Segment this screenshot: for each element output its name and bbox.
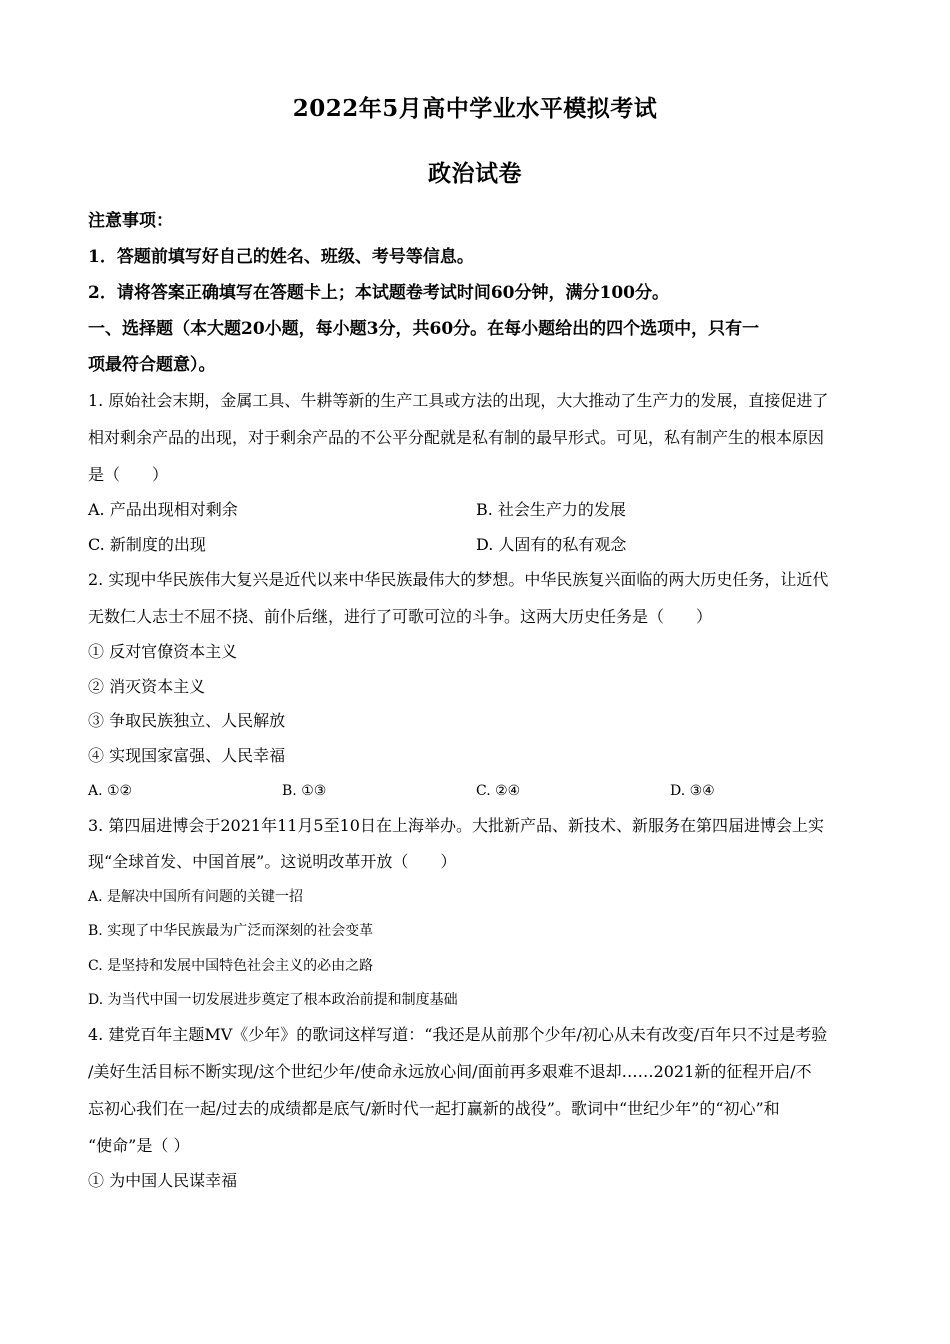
q1-option-d: D. 人固有的私有观念 bbox=[476, 535, 627, 554]
q3-option-b: B. 实现了中华民族最为广泛而深刻的社会变革 bbox=[88, 923, 374, 939]
q2-option-b: B. ①③ bbox=[282, 783, 327, 799]
q2-option-a: A. ①② bbox=[88, 783, 133, 799]
q1-stem-line-2: 相对剩余产品的出现，对于剩余产品的不公平分配就是私有制的最早形式。可见，私有制产生的根本原因 bbox=[88, 428, 825, 447]
q4-stem-line-3: 忘初心我们在一起/过去的成绩都是底气/新时代一起打赢新的战役”。歌词中“世纪少年”的“初心”和 bbox=[88, 1099, 780, 1118]
q3-option-d: D. 为当代中国一切发展进步奠定了根本政治前提和制度基础 bbox=[88, 992, 458, 1008]
q2-item-3: ③ 争取民族独立、人民解放 bbox=[88, 711, 286, 730]
section-heading-line-1: 一、选择题（本大题20小题，每小题3分，共60分。在每小题给出的四个选项中，只有一 bbox=[88, 319, 760, 339]
exam-subtitle: 政治试卷 bbox=[428, 160, 522, 187]
q2-item-2: ② 消灭资本主义 bbox=[88, 677, 206, 696]
q2-item-1: ① 反对官僚资本主义 bbox=[88, 642, 238, 661]
exam-title: 2022年5月高中学业水平模拟考试 bbox=[292, 95, 658, 122]
q3-stem-line-2: 现“全球首发、中国首展”。这说明改革开放（ ） bbox=[88, 852, 457, 871]
q2-option-d: D. ③④ bbox=[670, 783, 715, 799]
q2-item-4: ④ 实现国家富强、人民幸福 bbox=[88, 746, 286, 765]
q3-option-c: C. 是坚持和发展中国特色社会主义的必由之路 bbox=[88, 958, 374, 974]
q1-option-c: C. 新制度的出现 bbox=[88, 535, 206, 554]
notice-item-2: 2．请将答案正确填写在答题卡上；本试题卷考试时间60分钟，满分100分。 bbox=[88, 283, 669, 303]
q1-stem-line-1: 1. 原始社会末期，金属工具、牛耕等新的生产工具或方法的出现，大大推动了生产力的发展，直接促进了 bbox=[88, 391, 829, 410]
notice-item-1: 1．答题前填写好自己的姓名、班级、考号等信息。 bbox=[88, 247, 474, 267]
q4-stem-line-2: /美好生活目标不断实现/这个世纪少年/使命永远放心间/面前再多艰难不退却……2021新的征程开启/不 bbox=[88, 1062, 812, 1081]
q1-option-b: B. 社会生产力的发展 bbox=[476, 500, 626, 519]
q3-option-a: A. 是解决中国所有问题的关键一招 bbox=[88, 889, 304, 905]
q2-stem-line-2: 无数仁人志士不屈不挠、前仆后继，进行了可歌可泣的斗争。这两大历史任务是（ ） bbox=[88, 607, 713, 626]
q2-option-c: C. ②④ bbox=[476, 783, 521, 799]
notice-heading: 注意事项： bbox=[88, 211, 173, 231]
q3-stem-line-1: 3. 第四届进博会于2021年11月5至10日在上海举办。大批新产品、新技术、新服务在第四届进博会上实 bbox=[88, 816, 824, 835]
q1-stem-line-3: 是（ ） bbox=[88, 465, 169, 484]
section-heading-line-2: 项最符合题意）。 bbox=[88, 355, 216, 375]
q4-stem-line-1: 4. 建党百年主题MV《少年》的歌词这样写道：“我还是从前那个少年/初心从未有改变/百年只不过是考验 bbox=[88, 1025, 828, 1044]
q1-option-a: A. 产品出现相对剩余 bbox=[88, 500, 238, 519]
q4-stem-line-4: “使命”是（ ） bbox=[88, 1136, 190, 1155]
q4-item-1: ① 为中国人民谋幸福 bbox=[88, 1171, 238, 1190]
q2-stem-line-1: 2. 实现中华民族伟大复兴是近代以来中华民族最伟大的梦想。中华民族复兴面临的两大历史任务，让近代 bbox=[88, 570, 829, 589]
